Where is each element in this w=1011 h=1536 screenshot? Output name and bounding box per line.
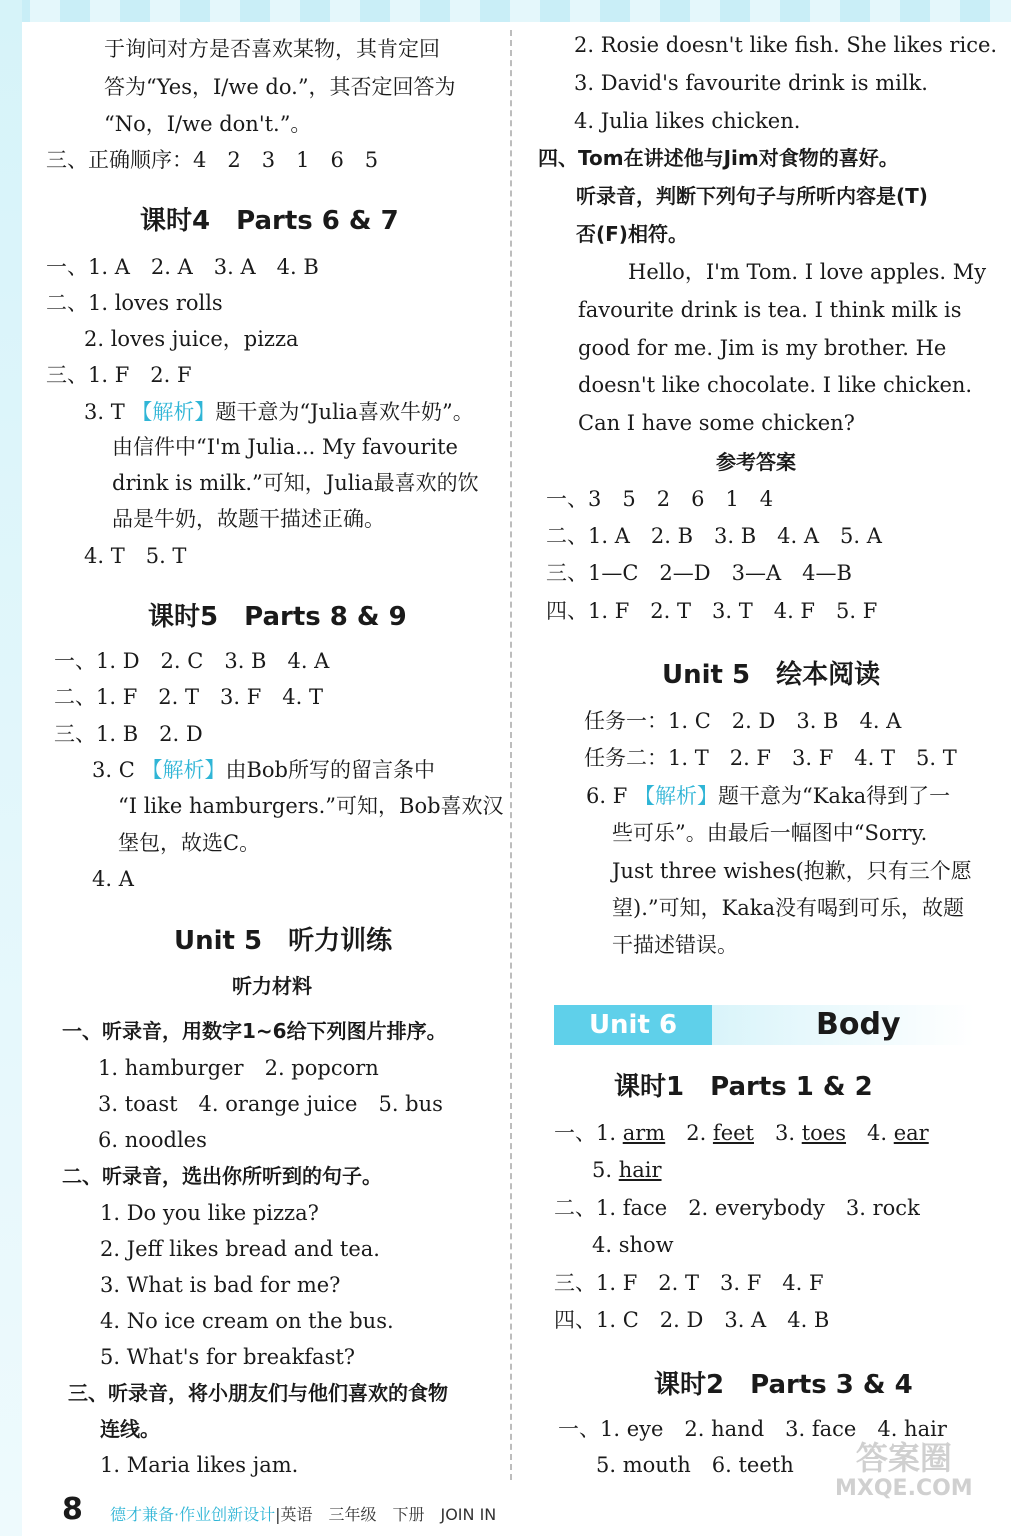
answers-heading: 参考答案 (716, 450, 796, 474)
u6-lesson2-heading: 课时2 Parts 3 & 4 (654, 1370, 913, 1400)
m4-title-3: 否(F)相符。 (576, 222, 688, 246)
unit6-title: Body (816, 1007, 901, 1042)
watermark-line-1: 答案圈 (855, 1439, 952, 1477)
m1-title: 一、听录音，用数字1~6给下列图片排序。 (62, 1019, 447, 1043)
answer-feet: feet (712, 1121, 754, 1145)
u6l2-q1a: 一、1. eye 2. hand 3. face 4. hair (558, 1417, 947, 1441)
m2-item-3: 3. What is bad for me? (100, 1273, 341, 1297)
m1-line1: 1. hamburger 2. popcorn (98, 1056, 379, 1080)
column-divider (510, 30, 512, 1480)
m2-item-4: 4. No ice cream on the bus. (100, 1309, 394, 1333)
l4-q3-45: 4. T 5. T (84, 544, 187, 568)
l5-q3a: 三、1. B 2. D (54, 722, 203, 746)
answer-arm: arm (622, 1121, 666, 1145)
passage-line-5: Can I have some chicken? (578, 411, 855, 435)
u6l1-q3: 三、1. F 2. T 3. F 4. F (554, 1271, 824, 1295)
m3-item-4: 4. Julia likes chicken. (574, 109, 801, 133)
answer-toes: toes (801, 1121, 847, 1145)
task-6-text1: 题干意为“Kaka得到了一 (717, 784, 951, 808)
left-decor-band (0, 0, 22, 1536)
u6-lesson1-heading: 课时1 Parts 1 & 2 (614, 1072, 873, 1102)
task-6-text3: Just three wishes(抱歉，只有三个愿 (612, 859, 972, 883)
m3-item-1: 1. Maria likes jam. (100, 1453, 299, 1477)
l4-q3-3-text2: 由信件中“I'm Julia... My favourite (112, 435, 458, 459)
ans-4: 四、1. F 2. T 3. T 4. F 5. F (546, 599, 878, 623)
task-6-text5: 干描述错误。 (612, 933, 738, 957)
passage-line-1: Hello，I'm Tom. I love apples. My (628, 260, 987, 284)
m3-title-1: 三、听录音，将小朋友们与他们喜欢的食物 (68, 1381, 448, 1405)
watermark-line-2: MXQE.COM (835, 1476, 973, 1501)
u6l1-q2a: 二、1. face 2. everybody 3. rock (554, 1196, 920, 1220)
passage-line-2: favourite drink is tea. I think milk is (578, 298, 962, 322)
m2-item-5: 5. What's for breakfast? (100, 1345, 356, 1369)
u6l1-q1a-n3: 3. (754, 1121, 802, 1145)
l4-q3a: 三、1. F 2. F (46, 363, 192, 387)
top-decor-band (0, 0, 1011, 22)
l4-q2a: 二、1. loves rolls (46, 291, 223, 315)
section3-order: 三、正确顺序：4 2 3 1 6 5 (46, 148, 379, 172)
m4-title-2: 听录音，判断下列句子与所听内容是(T) (576, 184, 928, 208)
l5-q3-3-num: 3. C (92, 758, 135, 782)
lesson4-heading: 课时4 Parts 6 & 7 (140, 206, 399, 236)
ans-2: 二、1. A 2. B 3. B 4. A 5. A (546, 524, 882, 548)
u6l2-q1b: 5. mouth 6. teeth (596, 1453, 794, 1477)
lesson5-heading: 课时5 Parts 8 & 9 (148, 602, 407, 632)
task-6-num: 6. F (586, 784, 628, 808)
u6l1-q1b (592, 1155, 662, 1185)
task-6-text2: 些可乐”。由最后一幅图中“Sorry. (612, 821, 928, 845)
l5-q3-3-text1: 由Bob所写的留言条中 (225, 758, 435, 782)
intro-line-1: 于询问对方是否喜欢某物，其肯定回 (104, 37, 440, 61)
ans-3: 三、1—C 2—D 3—A 4—B (546, 561, 852, 585)
u6l1-q1a-prefix: 一、1. (554, 1121, 623, 1145)
task-2: 任务二：1. T 2. F 3. F 4. T 5. T (584, 746, 957, 770)
m3-item-2: 2. Rosie doesn't like fish. She likes rice. (574, 33, 998, 57)
l4-q2b: 2. loves juice，pizza (84, 327, 299, 351)
ans-1: 一、3 5 2 6 1 4 (546, 487, 774, 511)
intro-line-2: 答为“Yes，I/we do.”，其否定回答为 (104, 75, 456, 99)
m2-item-2: 2. Jeff likes bread and tea. (100, 1237, 380, 1261)
u6l1-q1b-prefix: 5. (592, 1158, 619, 1182)
answer-hair: hair (618, 1158, 662, 1182)
m3-item-3: 3. David's favourite drink is milk. (574, 71, 928, 95)
l5-q2: 二、1. F 2. T 3. F 4. T (54, 685, 324, 709)
task-6 (586, 781, 950, 811)
l5-q1: 一、1. D 2. C 3. B 4. A (54, 649, 330, 673)
footer-brand: 德才兼备·作业创新设计 (110, 1505, 276, 1524)
l5-q3-3 (92, 755, 435, 785)
passage-line-3: good for me. Jim is my brother. He (578, 336, 947, 360)
l5-q3-3-hint: 【解析】 (141, 758, 226, 782)
footer-info (110, 1502, 496, 1525)
l4-q1: 一、1. A 2. A 3. A 4. B (46, 255, 319, 279)
l5-q3-3-text2: “I like hamburgers.”可知，Bob喜欢汉 (118, 794, 504, 818)
u6l1-q2b: 4. show (592, 1233, 674, 1257)
material-heading: 听力材料 (232, 974, 312, 998)
reading-heading: Unit 5 绘本阅读 (662, 660, 881, 690)
task-1: 任务一：1. C 2. D 3. B 4. A (584, 709, 902, 733)
u6l1-q1a (554, 1118, 929, 1148)
l4-q3-3-num: 3. T (84, 400, 125, 424)
l4-q3-3-hint: 【解析】 (131, 400, 216, 424)
l4-q3-3-text3: drink is milk.”可知，Julia最喜欢的饮 (112, 471, 479, 495)
passage-line-4: doesn't like chocolate. I like chicken. (578, 373, 973, 397)
page-number: 8 (62, 1492, 83, 1527)
m2-title: 二、听录音，选出你所听到的句子。 (62, 1164, 382, 1188)
l5-q3-3-text3: 堡包，故选C。 (118, 831, 261, 855)
l5-q3-4: 4. A (92, 867, 134, 891)
listening-heading: Unit 5 听力训练 (174, 926, 393, 956)
m4-title-1: 四、Tom在讲述他与Jim对食物的喜好。 (538, 146, 899, 170)
u6l1-q4: 四、1. C 2. D 3. A 4. B (554, 1308, 830, 1332)
unit6-label: Unit 6 (554, 1005, 712, 1045)
m3-title-2: 连线。 (100, 1417, 160, 1441)
l4-q3-3-text4: 品是牛奶，故题干描述正确。 (112, 507, 385, 531)
m2-item-1: 1. Do you like pizza? (100, 1201, 319, 1225)
m1-line2: 3. toast 4. orange juice 5. bus (98, 1092, 443, 1116)
footer-book-info: |英语 三年级 下册 JOIN IN (275, 1505, 497, 1524)
task-6-text4: 望).”可知，Kaka没有喝到可乐，故题 (612, 896, 965, 920)
u6l1-q1a-n2: 2. (665, 1121, 713, 1145)
l4-q3-3-text1: 题干意为“Julia喜欢牛奶”。 (215, 400, 474, 424)
watermark-logo (835, 1440, 973, 1502)
answer-ear: ear (893, 1121, 929, 1145)
l4-q3-3 (84, 397, 474, 427)
u6l1-q1a-n4: 4. (846, 1121, 894, 1145)
task-6-hint: 【解析】 (633, 784, 718, 808)
m1-line3: 6. noodles (98, 1128, 207, 1152)
intro-line-3: “No，I/we don't.”。 (104, 112, 312, 136)
